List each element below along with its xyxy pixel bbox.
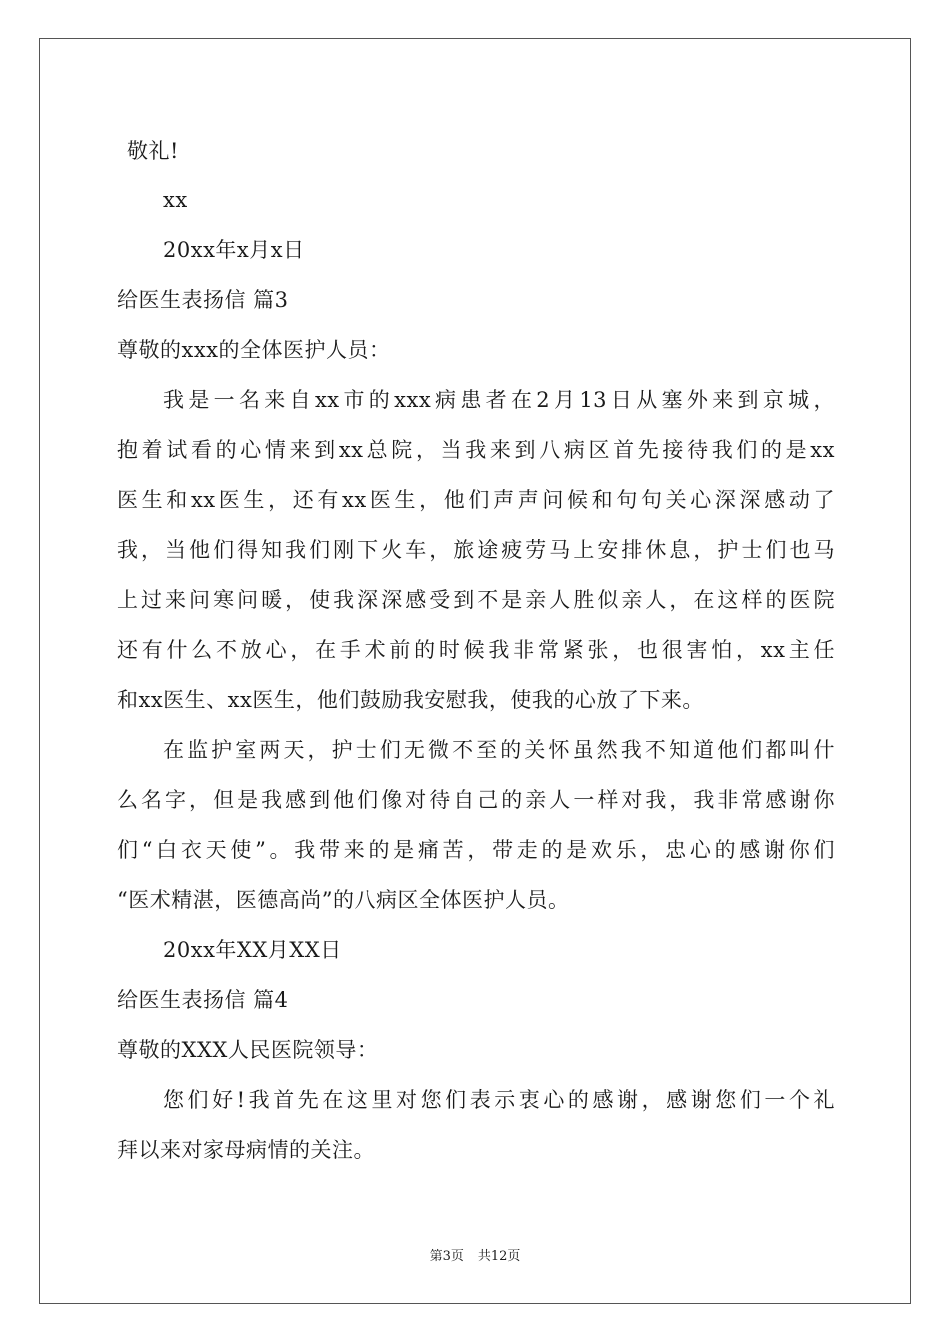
letter-date: 20xx年XX月XX日 [163,938,342,962]
paragraph-line: 拜以来对家母病情的关注。 [117,1138,375,1162]
paragraph-line: 还有什么不放心，在手术前的时候我非常紧张，也很害怕，xx主任 [117,638,835,662]
page-number: 第3页 [429,1249,464,1264]
section-title: 给医生表扬信 篇3 [117,288,289,312]
page-total: 共12页 [477,1249,521,1264]
salute-text: 敬礼! [127,139,179,163]
paragraph-line: 和xx医生、xx医生，他们鼓励我安慰我，使我的心放了下来。 [117,688,704,712]
paragraph-line: 您们好!我首先在这里对您们表示衷心的感谢，感谢您们一个礼 [163,1088,835,1112]
paragraph-line: 们“白衣天使”。我带来的是痛苦，带走的是欢乐，忠心的感谢你们 [117,838,835,862]
paragraph-line: 医生和xx医生，还有xx医生，他们声声问候和句句关心深深感动了 [117,488,835,512]
paragraph-line: 抱着试看的心情来到xx总院，当我来到八病区首先接待我们的是xx [117,438,835,462]
paragraph-line: 上过来问寒问暖，使我深深感受到不是亲人胜似亲人，在这样的医院 [117,588,835,612]
page-border [39,38,911,1304]
paragraph-line: “医术精湛，医德高尚”的八病区全体医护人员。 [117,888,570,912]
letter-date: 20xx年x月x日 [163,238,305,262]
paragraph-line: 我，当他们得知我们刚下火车，旅途疲劳马上安排休息，护士们也马 [117,538,835,562]
signer-name: xx [163,188,188,212]
section-title: 给医生表扬信 篇4 [117,988,289,1012]
letter-greeting: 尊敬的xxx的全体医护人员： [117,338,391,362]
page-footer [0,1248,950,1266]
paragraph-line: 在监护室两天，护士们无微不至的关怀虽然我不知道他们都叫什 [163,738,835,762]
paragraph-line: 么名字，但是我感到他们像对待自己的亲人一样对我，我非常感谢你 [117,788,835,812]
paragraph-line: 我是一名来自xx市的xxx病患者在2月13日从塞外来到京城， [163,388,835,412]
letter-greeting: 尊敬的XXX人民医院领导： [117,1038,379,1062]
